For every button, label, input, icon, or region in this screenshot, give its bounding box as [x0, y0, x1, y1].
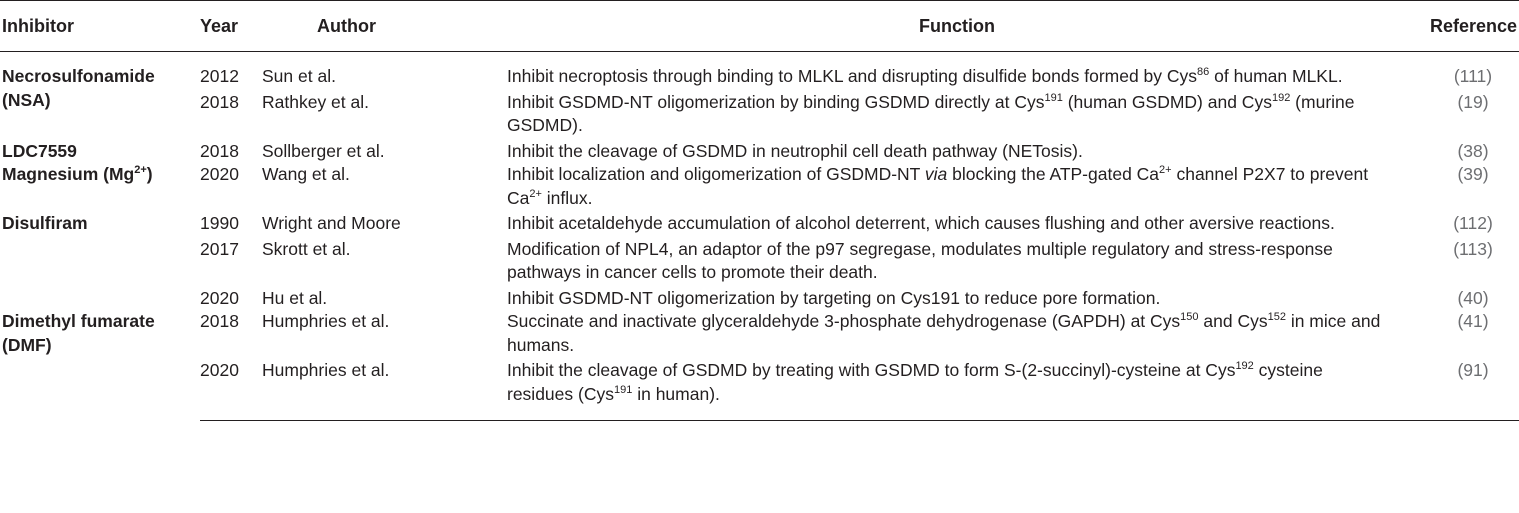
cell-reference: (113) [1453, 238, 1493, 259]
table-row [0, 52, 1519, 89]
header-author: Author [262, 1, 507, 52]
cell-inhibitor: LDC7559 [2, 140, 77, 161]
cell-author: Hu et al. [262, 287, 328, 308]
cell-inhibitor: Dimethyl fumarate (DMF) [2, 311, 155, 355]
table-row [0, 89, 1519, 138]
cell-reference: (91) [1407, 357, 1519, 421]
cell-function: Modification of NPL4, an adaptor of the p97 segregase, modulates multiple regulatory and stress-response pathways in cancer cells to promote their death. [507, 238, 1333, 282]
cell-function: Succinate and inactivate glyceraldehyde 3-phosphate dehydrogenase (GAPDH) at Cys$^{150}$ and Cys$^{152}$ in mice and humans. [507, 311, 1381, 355]
cell-reference: (40) [1457, 287, 1489, 308]
cell-inhibitor: Magnesium $(Mg^{2+})$ [2, 164, 153, 184]
cell-reference: (19) [1457, 91, 1489, 112]
cell-author: Humphries et al. [262, 357, 507, 421]
cell-author: Sun et al. [262, 66, 336, 86]
table-row [0, 210, 1519, 236]
cell-author: Sollberger et al. [262, 140, 385, 161]
cell-reference: (112) [1453, 213, 1493, 233]
cell-year: 2018 [200, 140, 239, 161]
cell-author: Wright and Moore [262, 213, 401, 233]
cell-author: Humphries et al. [262, 311, 390, 331]
table-row [0, 138, 1519, 164]
cell-year: 2018 [200, 91, 239, 112]
cell-inhibitor: Disulfiram [2, 213, 88, 233]
cell-function: Inhibit GSDMD-NT oligomerization by targeting on Cys191 to reduce pore formation. [507, 287, 1161, 308]
cell-function: Inhibit the cleavage of GSDMD by treating with GSDMD to form S-(2-succinyl)-cysteine at Cys$^{192}$ cysteine residues (Cys$^{191}$ in human). [507, 357, 1407, 421]
header-reference: Reference [1407, 1, 1519, 52]
cell-year: 2012 [200, 66, 239, 86]
cell-year: 2020 [200, 164, 239, 184]
header-inhibitor: Inhibitor [0, 1, 200, 52]
cell-year: 2020 [200, 287, 239, 308]
cell-function: Inhibit necroptosis through binding to MLKL and disrupting disulfide bonds formed by Cys$^{86}$ of human MLKL. [507, 66, 1343, 86]
cell-year: 2020 [200, 357, 262, 421]
cell-year: 2018 [200, 311, 239, 331]
cell-inhibitor: Necrosulfonamide (NSA) [2, 66, 155, 110]
cell-author: Skrott et al. [262, 238, 351, 259]
cell-year: 1990 [200, 213, 239, 233]
cell-function: Inhibit GSDMD-NT oligomerization by binding GSDMD directly at Cys$^{191}$ (human GSDMD) and Cys$^{192}$ (murine GSDMD). [507, 91, 1355, 135]
cell-reference: (39) [1457, 164, 1489, 184]
table-row [0, 310, 1519, 357]
table-row [0, 236, 1519, 285]
cell-function: Inhibit acetaldehyde accumulation of alcohol deterrent, which causes flushing and other aversive reactions. [507, 213, 1335, 233]
header-function: Function [507, 1, 1407, 52]
cell-reference: (111) [1453, 66, 1493, 86]
table-row [0, 163, 1519, 210]
header-year: Year [200, 1, 262, 52]
cell-reference: (41) [1457, 311, 1489, 331]
cell-author: Wang et al. [262, 164, 350, 184]
header-row [0, 1, 1519, 52]
cell-year: 2017 [200, 238, 239, 259]
cell-author: Rathkey et al. [262, 91, 369, 112]
table-row [0, 357, 1519, 421]
cell-function: Inhibit the cleavage of GSDMD in neutrophil cell death pathway (NETosis). [507, 140, 1083, 161]
table-row [0, 285, 1519, 311]
cell-reference: (38) [1457, 140, 1489, 161]
cell-function: Inhibit localization and oligomerization of GSDMD-NT via blocking the ATP-gated $Ca^{2+}$ channel P2X7 to prevent $Ca^{2+}$ influx. [507, 164, 1369, 208]
